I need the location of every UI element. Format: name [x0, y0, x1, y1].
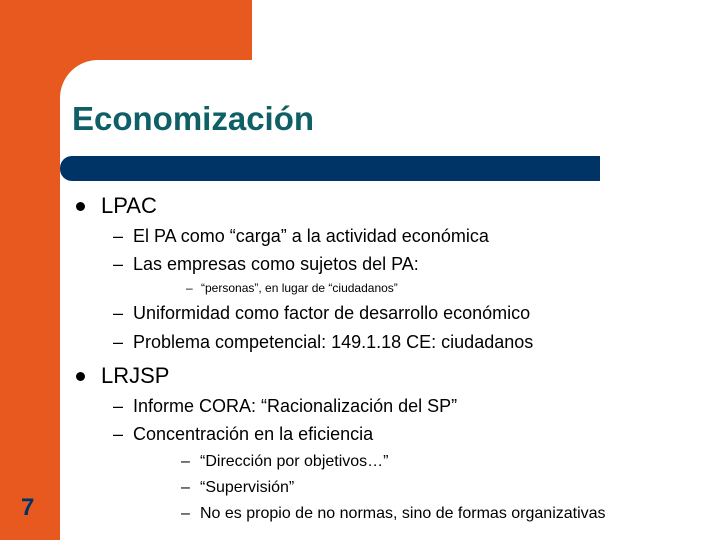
- bullet-icon: [76, 202, 85, 211]
- lpac-item-1: El PA como “carga” a la actividad económica: [133, 226, 489, 246]
- bullet-icon: [76, 372, 85, 381]
- lrjsp-sub-item-3: No es propio de no normas, sino de formas organizativas: [200, 505, 606, 522]
- dash-icon: –: [113, 226, 124, 246]
- title-underline-bar: [60, 156, 600, 181]
- dash-icon: –: [113, 396, 124, 416]
- dash-icon: –: [186, 281, 193, 295]
- lpac-item-4: Problema competencial: 149.1.18 CE: ciudadanos: [133, 332, 534, 352]
- lpac-sub-item: “personas”, en lugar de “ciudadanos”: [201, 281, 398, 295]
- dash-icon: –: [113, 424, 124, 444]
- lpac-item-3: Uniformidad como factor de desarrollo económico: [133, 303, 531, 323]
- bullet-lrjsp: LRJSP: [101, 363, 170, 388]
- dash-icon: –: [113, 303, 124, 323]
- lrjsp-item-1: Informe CORA: “Racionalización del SP”: [133, 396, 458, 416]
- dash-icon: –: [113, 254, 124, 274]
- lrjsp-sub-item-2: “Supervisión”: [200, 479, 295, 496]
- lrjsp-item-2: Concentración en la eficiencia: [133, 424, 374, 444]
- lrjsp-sub-item-1: “Dirección por objetivos…”: [200, 453, 389, 470]
- dash-icon: –: [113, 332, 124, 352]
- dash-icon: –: [181, 479, 190, 496]
- slide-title: Economización: [72, 100, 315, 137]
- dash-icon: –: [181, 505, 190, 522]
- dash-icon: –: [181, 453, 190, 470]
- bullet-lpac: LPAC: [101, 193, 157, 218]
- slide-number: 7: [21, 494, 35, 521]
- lpac-item-2: Las empresas como sujetos del PA:: [133, 254, 419, 274]
